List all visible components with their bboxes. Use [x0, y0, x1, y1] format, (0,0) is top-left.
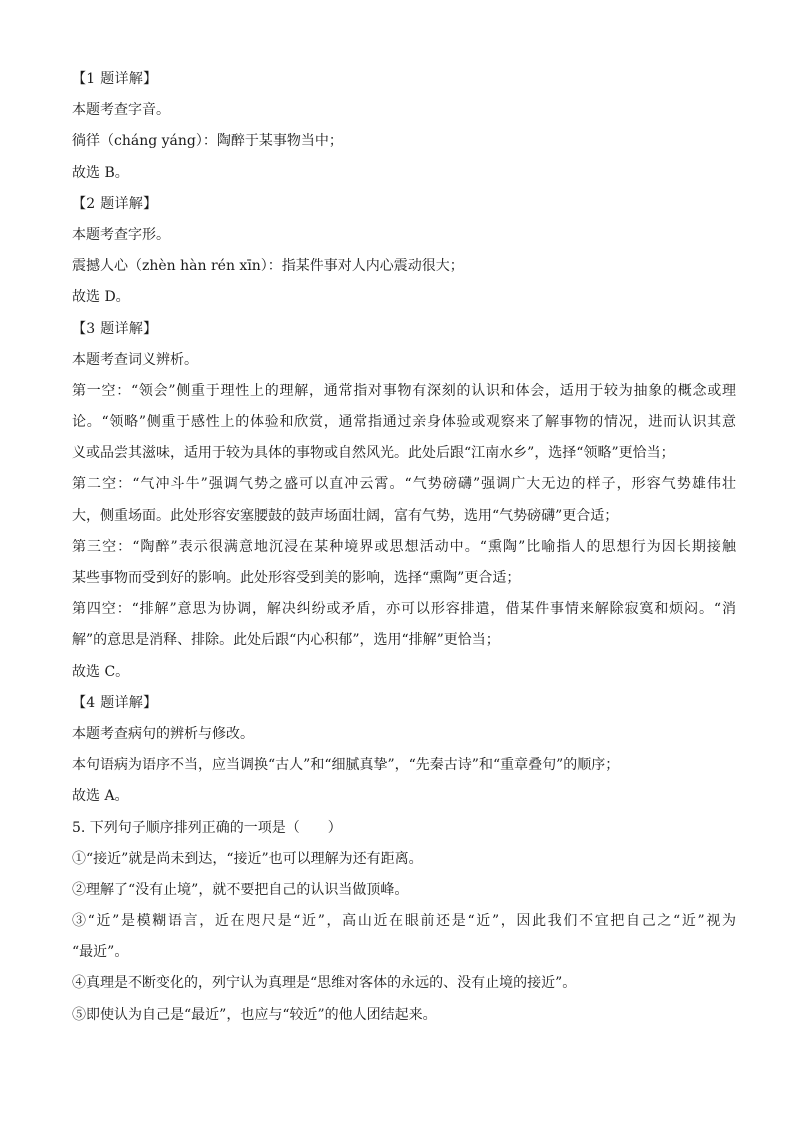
- sentence-option-4: ④真理是不断变化的，列宁认为真理是“思维对客体的永远的、没有止境的接近”。: [72, 975, 577, 992]
- paragraph-line: 解”的意思是消释、排除。此处后跟“内心积郁”，选用“排解”更恰当；: [72, 632, 500, 649]
- paragraph-line: 本题考查字音。: [72, 102, 170, 119]
- paragraph-line: 某些事物而受到好的影响。此处形容受到美的影响，选择“熏陶”更合适；: [72, 570, 521, 586]
- question-5-stem: 5. 下列句子顺序排列正确的一项是（ ）: [72, 819, 342, 836]
- paragraph-line: 本句语病为语序不当，应当调换“古人”和“细腻真挚”，“先秦古诗”和“重章叠句”的顺序；: [72, 757, 620, 774]
- paragraph-line: 本题考查字形。: [72, 226, 170, 243]
- paragraph-line: 第二空：“气冲斗牛”强调气势之盛可以直冲云霄。“气势磅礴”强调广大无边的样子，形容气势雄伟壮: [72, 476, 736, 493]
- section-heading-q3: 【3 题详解】: [72, 320, 158, 337]
- section-heading-q2: 【2 题详解】: [72, 195, 158, 212]
- paragraph-line: 本题考查词义辨析。: [72, 351, 198, 368]
- section-heading-q4: 【4 题详解】: [72, 694, 158, 711]
- sentence-option-3-continued: “最近”。: [72, 944, 129, 961]
- sentence-option-2: ②理解了“没有止境”，就不要把自己的认识当做顶峰。: [72, 881, 409, 898]
- answer-line: 故选 C。: [72, 663, 130, 680]
- paragraph-line: 徜徉（cháng yáng）：陶醉于某事物当中；: [72, 133, 343, 150]
- answer-line: 故选 B。: [72, 164, 129, 181]
- sentence-option-5: ⑤即使认为自己是“最近”，也应与“较近”的他人团结起来。: [72, 1006, 437, 1023]
- section-heading-q1: 【1 题详解】: [72, 71, 158, 87]
- paragraph-line: 大，侧重场面。此处形容安塞腰鼓的鼓声场面壮阔，富有气势，选用“气势磅礴”更合适；: [72, 507, 619, 524]
- paragraph-line: 第四空：“排解”意思为协调，解决纠纷或矛盾，亦可以形容排遣，借某件事情来解除寂寞和烦闷。“消: [72, 601, 736, 618]
- answer-line: 故选 D。: [72, 289, 130, 306]
- paragraph-line: 震撼人心（zhèn hàn rén xīn）：指某件事对人内心震动很大；: [72, 258, 464, 275]
- answer-line: 故选 A。: [72, 788, 129, 805]
- paragraph-line: 义或品尝其滋味，适用于较为具体的事物或自然风光。此处后跟“江南水乡”，选择“领略”更恰当；: [72, 445, 675, 462]
- paragraph-line: 论。“领略”侧重于感性上的体验和欣赏，通常指通过亲身体验或观察来了解事物的情况，进而认识其意: [72, 414, 736, 431]
- paragraph-line: 第三空：“陶醉”表示很满意地沉浸在某种境界或思想活动中。“熏陶”比喻指人的思想行为因长期接触: [72, 538, 736, 555]
- paragraph-line: 第一空：“领会”侧重于理性上的理解，通常指对事物有深刻的认识和体会，适用于较为抽象的概念或理: [72, 382, 736, 399]
- paragraph-line: 本题考查病句的辨析与修改。: [72, 725, 254, 742]
- sentence-option-1: ①“接近”就是尚未到达，“接近”也可以理解为还有距离。: [72, 850, 423, 867]
- page-content: [72, 64, 736, 1031]
- sentence-option-3: ③“近”是模糊语言，近在咫尺是“近”，高山近在眼前还是“近”，因此我们不宜把自己之“近”视为: [72, 913, 736, 930]
